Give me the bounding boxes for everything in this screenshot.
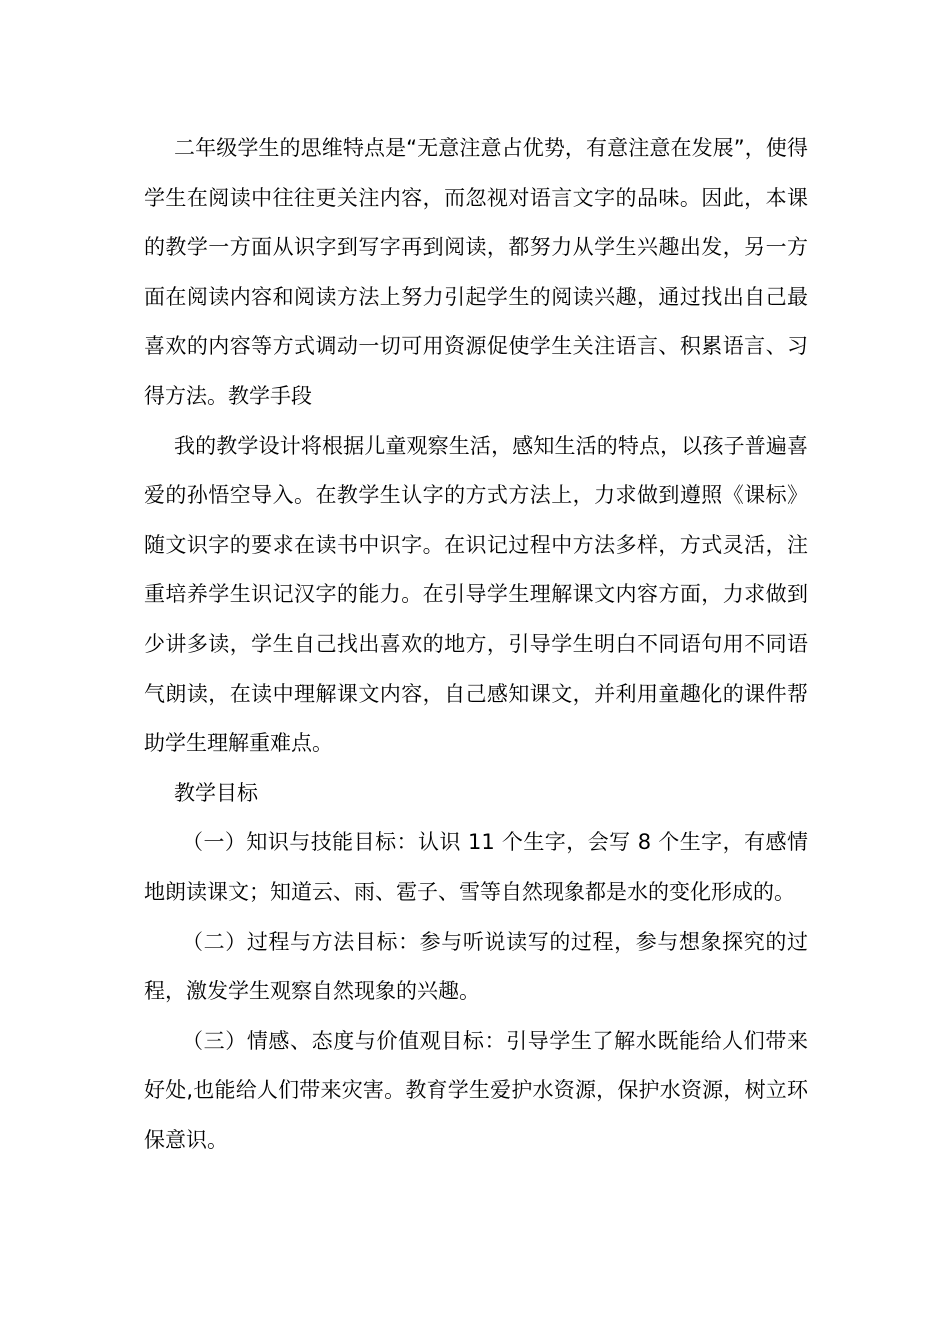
- heading-teaching-objectives: 教学目标: [174, 780, 258, 805]
- paragraph-learner-characteristics: 二年级学生的思维特点是“无意注意占优势，有意注意在发展”，使得学生在阅读中往往更关注内容，而忽视对语言文字的品味。因此，本课的教学一方面从识字到写字再到阅读，都努力从学生兴趣出发，另一方面在阅读内容和阅读方法上努力引起学生的阅读兴趣，通过找出自己最喜欢的内容等方式调动一切可用资源促使学生关注语言、积累语言、习得方法。教学手段: [144, 136, 808, 408]
- paragraph-objective-process: （二）过程与方法目标：参与听说读写的过程，参与想象探究的过程，激发学生观察自然现象的兴趣。: [144, 929, 808, 1004]
- paragraph-objective-knowledge: （一）知识与技能目标：认识 11 个生字，会写 8 个生字，有感情地朗读课文；知道云、雨、雹子、雪等自然现象都是水的变化形成的。: [144, 830, 808, 904]
- paragraph-teaching-design: 我的教学设计将根据儿童观察生活，感知生活的特点，以孩子普遍喜爱的孙悟空导入。在教学生认字的方式方法上，力求做到遵照《课标》随文识字的要求在读书中识字。在识记过程中方法多样，方式灵活，注重培养学生识记汉字的能力。在引导学生理解课文内容方面，力求做到少讲多读，学生自己找出喜欢的地方，引导学生明白不同语句用不同语气朗读，在读中理解课文内容，自己感知课文，并利用童趣化的课件帮助学生理解重难点。: [144, 433, 808, 756]
- document-body: [144, 124, 808, 1165]
- paragraph-objective-emotion: （三）情感、态度与价值观目标：引导学生了解水既能给人们带来好处,也能给人们带来灾害。教育学生爱护水资源，保护水资源，树立环保意识。: [144, 1028, 808, 1152]
